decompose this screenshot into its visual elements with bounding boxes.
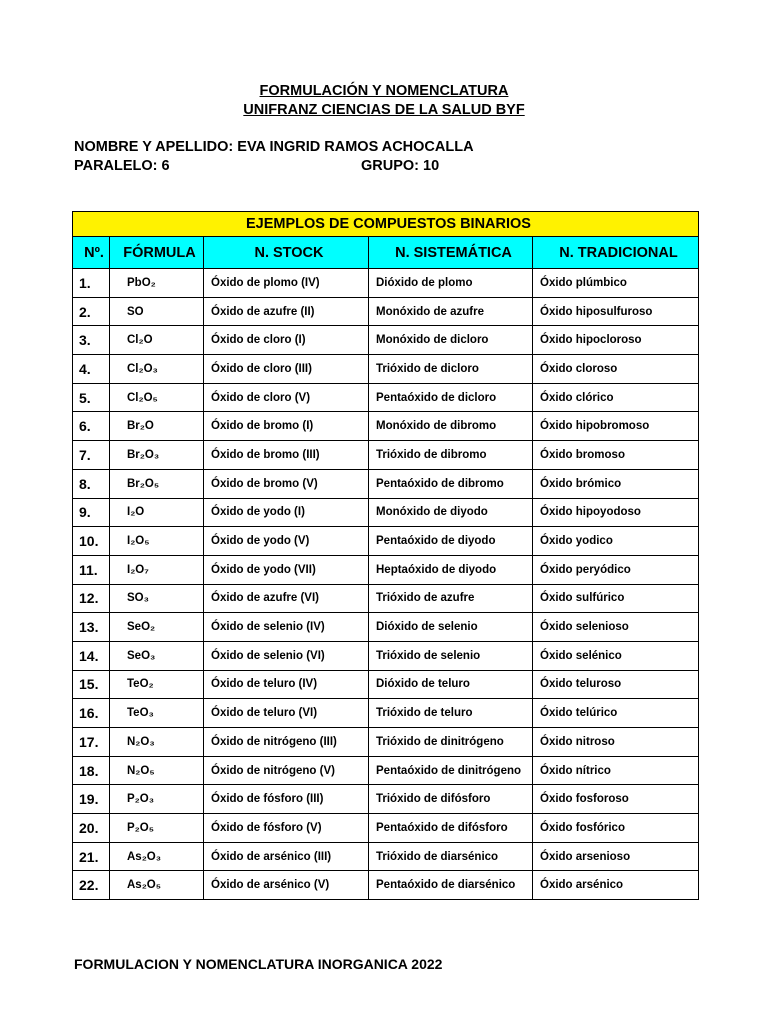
row-systematic-name: Dióxido de selenio — [369, 613, 533, 642]
row-formula: SO₃ — [110, 584, 204, 613]
row-systematic-name: Trióxido de dibromo — [369, 441, 533, 470]
row-stock-name: Óxido de azufre (VI) — [204, 584, 369, 613]
table-row — [73, 555, 699, 584]
row-systematic-name: Monóxido de diyodo — [369, 498, 533, 527]
row-traditional-name: Óxido nítrico — [533, 756, 699, 785]
student-paralelo: PARALELO: 6 — [74, 158, 170, 174]
table-row — [73, 412, 699, 441]
row-stock-name: Óxido de cloro (I) — [204, 326, 369, 355]
row-traditional-name: Óxido yodico — [533, 527, 699, 556]
row-number: 15. — [73, 670, 110, 699]
row-formula: SeO₂ — [110, 613, 204, 642]
row-traditional-name: Óxido hiposulfuroso — [533, 297, 699, 326]
column-header-number: Nº. — [73, 237, 110, 269]
row-formula: I₂O₇ — [110, 555, 204, 584]
table-row — [73, 441, 699, 470]
row-number: 16. — [73, 699, 110, 728]
row-traditional-name: Óxido peryódico — [533, 555, 699, 584]
table-row — [73, 613, 699, 642]
row-formula: SO — [110, 297, 204, 326]
row-traditional-name: Óxido fosfórico — [533, 814, 699, 843]
table-row — [73, 670, 699, 699]
table-caption-row — [73, 212, 699, 237]
row-traditional-name: Óxido arsénico — [533, 871, 699, 900]
row-stock-name: Óxido de yodo (V) — [204, 527, 369, 556]
row-stock-name: Óxido de arsénico (V) — [204, 871, 369, 900]
table-caption: EJEMPLOS DE COMPUESTOS BINARIOS — [73, 212, 699, 237]
row-stock-name: Óxido de fósforo (V) — [204, 814, 369, 843]
document-header — [0, 82, 768, 120]
row-stock-name: Óxido de yodo (I) — [204, 498, 369, 527]
table-row — [73, 584, 699, 613]
row-number: 12. — [73, 584, 110, 613]
document-title: FORMULACIÓN Y NOMENCLATURA — [259, 83, 509, 99]
row-formula: Cl₂O₃ — [110, 355, 204, 384]
row-stock-name: Óxido de fósforo (III) — [204, 785, 369, 814]
row-stock-name: Óxido de azufre (II) — [204, 297, 369, 326]
row-stock-name: Óxido de teluro (VI) — [204, 699, 369, 728]
row-number: 17. — [73, 728, 110, 757]
row-systematic-name: Monóxido de dicloro — [369, 326, 533, 355]
row-systematic-name: Trióxido de selenio — [369, 641, 533, 670]
row-systematic-name: Dióxido de teluro — [369, 670, 533, 699]
table-row — [73, 785, 699, 814]
table-header-row — [73, 237, 699, 269]
row-formula: TeO₂ — [110, 670, 204, 699]
row-systematic-name: Pentaóxido de diarsénico — [369, 871, 533, 900]
row-systematic-name: Pentaóxido de diyodo — [369, 527, 533, 556]
row-stock-name: Óxido de arsénico (III) — [204, 842, 369, 871]
row-stock-name: Óxido de cloro (V) — [204, 383, 369, 412]
row-traditional-name: Óxido hipocloroso — [533, 326, 699, 355]
row-number: 6. — [73, 412, 110, 441]
row-number: 3. — [73, 326, 110, 355]
row-traditional-name: Óxido bromoso — [533, 441, 699, 470]
document-subtitle: UNIFRANZ CIENCIAS DE LA SALUD BYF — [243, 102, 525, 118]
row-number: 4. — [73, 355, 110, 384]
row-number: 14. — [73, 641, 110, 670]
row-stock-name: Óxido de nitrógeno (III) — [204, 728, 369, 757]
row-number: 7. — [73, 441, 110, 470]
table-body — [73, 269, 699, 900]
row-systematic-name: Trióxido de dinitrógeno — [369, 728, 533, 757]
row-number: 10. — [73, 527, 110, 556]
column-header-formula: FÓRMULA — [110, 237, 204, 269]
row-number: 18. — [73, 756, 110, 785]
row-systematic-name: Trióxido de azufre — [369, 584, 533, 613]
table-row — [73, 269, 699, 298]
row-traditional-name: Óxido teluroso — [533, 670, 699, 699]
row-stock-name: Óxido de selenio (VI) — [204, 641, 369, 670]
page-footer: FORMULACION Y NOMENCLATURA INORGANICA 2022 — [74, 956, 443, 972]
row-stock-name: Óxido de bromo (V) — [204, 469, 369, 498]
row-formula: Br₂O — [110, 412, 204, 441]
table-row — [73, 469, 699, 498]
table-row — [73, 527, 699, 556]
table-row — [73, 871, 699, 900]
row-traditional-name: Óxido brómico — [533, 469, 699, 498]
student-grupo: GRUPO: 10 — [361, 158, 440, 174]
row-formula: Cl₂O — [110, 326, 204, 355]
row-formula: I₂O₅ — [110, 527, 204, 556]
row-systematic-name: Trióxido de difósforo — [369, 785, 533, 814]
table-row — [73, 326, 699, 355]
row-traditional-name: Óxido hipoyodoso — [533, 498, 699, 527]
row-systematic-name: Pentaóxido de dicloro — [369, 383, 533, 412]
row-systematic-name: Monóxido de azufre — [369, 297, 533, 326]
table-row — [73, 699, 699, 728]
table-row — [73, 842, 699, 871]
row-stock-name: Óxido de bromo (I) — [204, 412, 369, 441]
row-stock-name: Óxido de plomo (IV) — [204, 269, 369, 298]
row-systematic-name: Monóxido de dibromo — [369, 412, 533, 441]
table-row — [73, 498, 699, 527]
row-traditional-name: Óxido arsenioso — [533, 842, 699, 871]
row-formula: N₂O₅ — [110, 756, 204, 785]
row-formula: P₂O₅ — [110, 814, 204, 843]
row-traditional-name: Óxido selénico — [533, 641, 699, 670]
row-traditional-name: Óxido selenioso — [533, 613, 699, 642]
row-traditional-name: Óxido cloroso — [533, 355, 699, 384]
row-number: 21. — [73, 842, 110, 871]
row-number: 19. — [73, 785, 110, 814]
row-traditional-name: Óxido sulfúrico — [533, 584, 699, 613]
table-row — [73, 297, 699, 326]
column-header-tradicional: N. TRADICIONAL — [533, 237, 699, 269]
row-number: 1. — [73, 269, 110, 298]
row-formula: N₂O₃ — [110, 728, 204, 757]
student-name: NOMBRE Y APELLIDO: EVA INGRID RAMOS ACHOCALLA — [74, 139, 474, 155]
row-stock-name: Óxido de yodo (VII) — [204, 555, 369, 584]
column-header-sistematica: N. SISTEMÁTICA — [369, 237, 533, 269]
row-formula: Br₂O₃ — [110, 441, 204, 470]
row-formula: As₂O₃ — [110, 842, 204, 871]
row-stock-name: Óxido de cloro (III) — [204, 355, 369, 384]
row-traditional-name: Óxido plúmbico — [533, 269, 699, 298]
row-systematic-name: Trióxido de dicloro — [369, 355, 533, 384]
row-systematic-name: Trióxido de diarsénico — [369, 842, 533, 871]
table-row — [73, 756, 699, 785]
row-formula: As₂O₅ — [110, 871, 204, 900]
row-number: 22. — [73, 871, 110, 900]
row-systematic-name: Pentaóxido de difósforo — [369, 814, 533, 843]
row-traditional-name: Óxido hipobromoso — [533, 412, 699, 441]
row-traditional-name: Óxido telúrico — [533, 699, 699, 728]
row-traditional-name: Óxido nitroso — [533, 728, 699, 757]
row-formula: I₂O — [110, 498, 204, 527]
row-formula: P₂O₃ — [110, 785, 204, 814]
row-systematic-name: Pentaóxido de dinitrógeno — [369, 756, 533, 785]
column-header-stock: N. STOCK — [204, 237, 369, 269]
row-stock-name: Óxido de teluro (IV) — [204, 670, 369, 699]
row-number: 9. — [73, 498, 110, 527]
row-stock-name: Óxido de bromo (III) — [204, 441, 369, 470]
table-row — [73, 383, 699, 412]
row-formula: Br₂O₅ — [110, 469, 204, 498]
table-row — [73, 641, 699, 670]
row-systematic-name: Heptaóxido de diyodo — [369, 555, 533, 584]
row-number: 2. — [73, 297, 110, 326]
row-number: 8. — [73, 469, 110, 498]
row-number: 20. — [73, 814, 110, 843]
row-systematic-name: Dióxido de plomo — [369, 269, 533, 298]
table-row — [73, 814, 699, 843]
row-formula: SeO₃ — [110, 641, 204, 670]
row-number: 13. — [73, 613, 110, 642]
row-formula: TeO₃ — [110, 699, 204, 728]
row-traditional-name: Óxido fosforoso — [533, 785, 699, 814]
row-formula: PbO₂ — [110, 269, 204, 298]
row-traditional-name: Óxido clórico — [533, 383, 699, 412]
table-row — [73, 355, 699, 384]
row-stock-name: Óxido de selenio (IV) — [204, 613, 369, 642]
row-systematic-name: Pentaóxido de dibromo — [369, 469, 533, 498]
row-number: 5. — [73, 383, 110, 412]
row-number: 11. — [73, 555, 110, 584]
row-stock-name: Óxido de nitrógeno (V) — [204, 756, 369, 785]
compounds-table — [72, 211, 699, 900]
table-row — [73, 728, 699, 757]
row-formula: Cl₂O₅ — [110, 383, 204, 412]
row-systematic-name: Trióxido de teluro — [369, 699, 533, 728]
